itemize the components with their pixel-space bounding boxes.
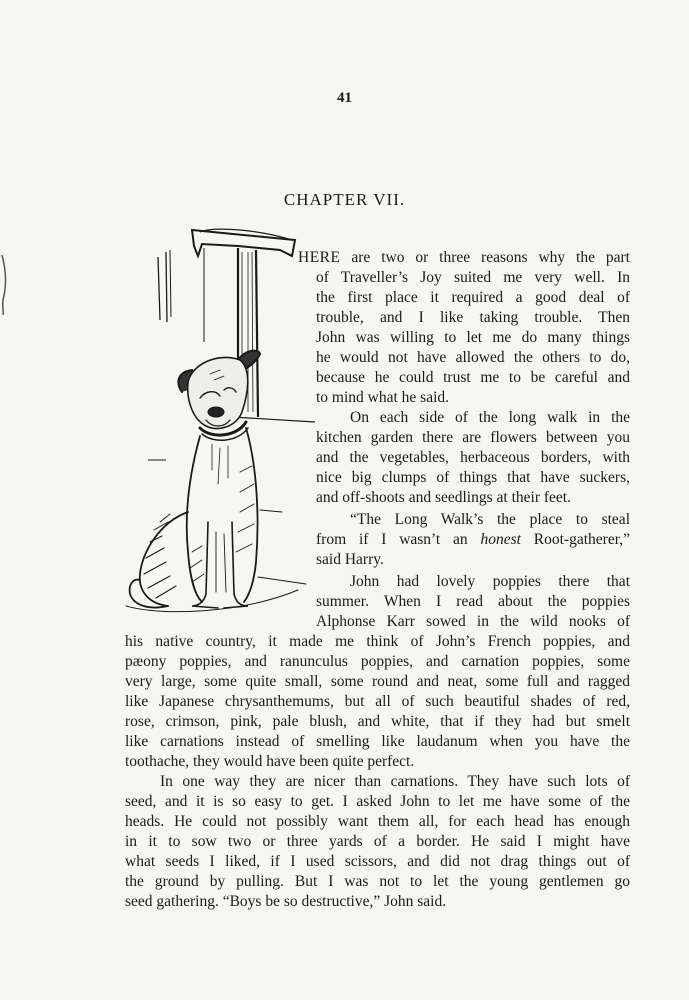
- text-segment: Root-gatherer,”: [520, 531, 630, 548]
- text-line: kitchen garden there are flowers between you: [316, 429, 630, 446]
- text-line: nice big clumps of things that have suckers,: [316, 469, 630, 486]
- text-line: pæony poppies, and ranunculus poppies, and carnation poppies, some: [125, 653, 630, 670]
- text-line: On each side of the long walk in the: [350, 409, 630, 426]
- dog-figure: [126, 351, 306, 612]
- text-line: to mind what he said.: [316, 389, 450, 406]
- text-line: very large, some quite small, some round and neat, some full and ragged: [125, 673, 630, 690]
- text-line: like carnations instead of smelling like laudanum when you have the: [125, 733, 630, 750]
- text-line: summer. When I read about the poppies: [316, 593, 630, 610]
- text-line: what seeds I liked, if I used scissors, and did not drag things out of: [125, 853, 630, 870]
- text-line: “The Long Walk’s the place to steal: [350, 511, 630, 528]
- page-number: 41: [337, 90, 352, 106]
- text-line: trouble, and I like taking trouble. Then: [316, 309, 630, 326]
- text-line: he would not have allowed the others to do,: [316, 349, 630, 366]
- text-line: the first place it required a good deal of: [316, 289, 630, 306]
- text-line: In one way they are nicer than carnations. They have such lots of: [160, 773, 630, 790]
- page-edge-mark: [0, 255, 10, 315]
- text-line: rose, crimson, pink, pale blush, and white, that if they had but smelt: [125, 713, 630, 730]
- text-line: [298, 248, 630, 268]
- text-line: said Harry.: [316, 551, 384, 568]
- emphasized-word: honest: [480, 531, 521, 548]
- text-line: seed gathering. “Boys be so destructive,” John said.: [125, 893, 447, 910]
- text-line: [316, 530, 630, 550]
- text-line: Alphonse Karr sowed in the wild nooks of: [316, 613, 630, 630]
- text-line: in it to sow two or three yards of a border. He said I might have: [125, 833, 630, 850]
- drop-cap-continuation: HERE: [298, 249, 341, 266]
- text-line: seed, and it is so easy to get. I asked John to let me have some of the: [125, 793, 630, 810]
- text-line: like Japanese chrysanthemums, but all of such beautiful shades of red,: [125, 693, 630, 710]
- text-line: and off-shoots and seedlings at their feet.: [316, 489, 571, 506]
- text-segment: are two or three reasons why the part: [340, 249, 630, 266]
- text-line: and the vegetables, herbaceous borders, with: [316, 449, 630, 466]
- text-line: John had lovely poppies there that: [350, 573, 630, 590]
- text-line: his native country, it made me think of John’s French poppies, and: [125, 633, 630, 650]
- dog-illustration: [120, 222, 320, 622]
- text-line: toothache, they would have been quite perfect.: [125, 753, 415, 770]
- text-line: because he could trust me to be careful and: [316, 369, 630, 386]
- text-line: the ground by pulling. But I was not to let the young gentlemen go: [125, 873, 630, 890]
- text-line: heads. He could not possibly want them all, for each head has enough: [125, 813, 630, 830]
- text-line: of Traveller’s Joy suited me very well. In: [316, 269, 630, 286]
- text-segment: from if I wasn’t an: [316, 531, 481, 548]
- text-line: John was willing to let me do many things: [316, 329, 630, 346]
- chapter-title: CHAPTER VII.: [283, 190, 406, 209]
